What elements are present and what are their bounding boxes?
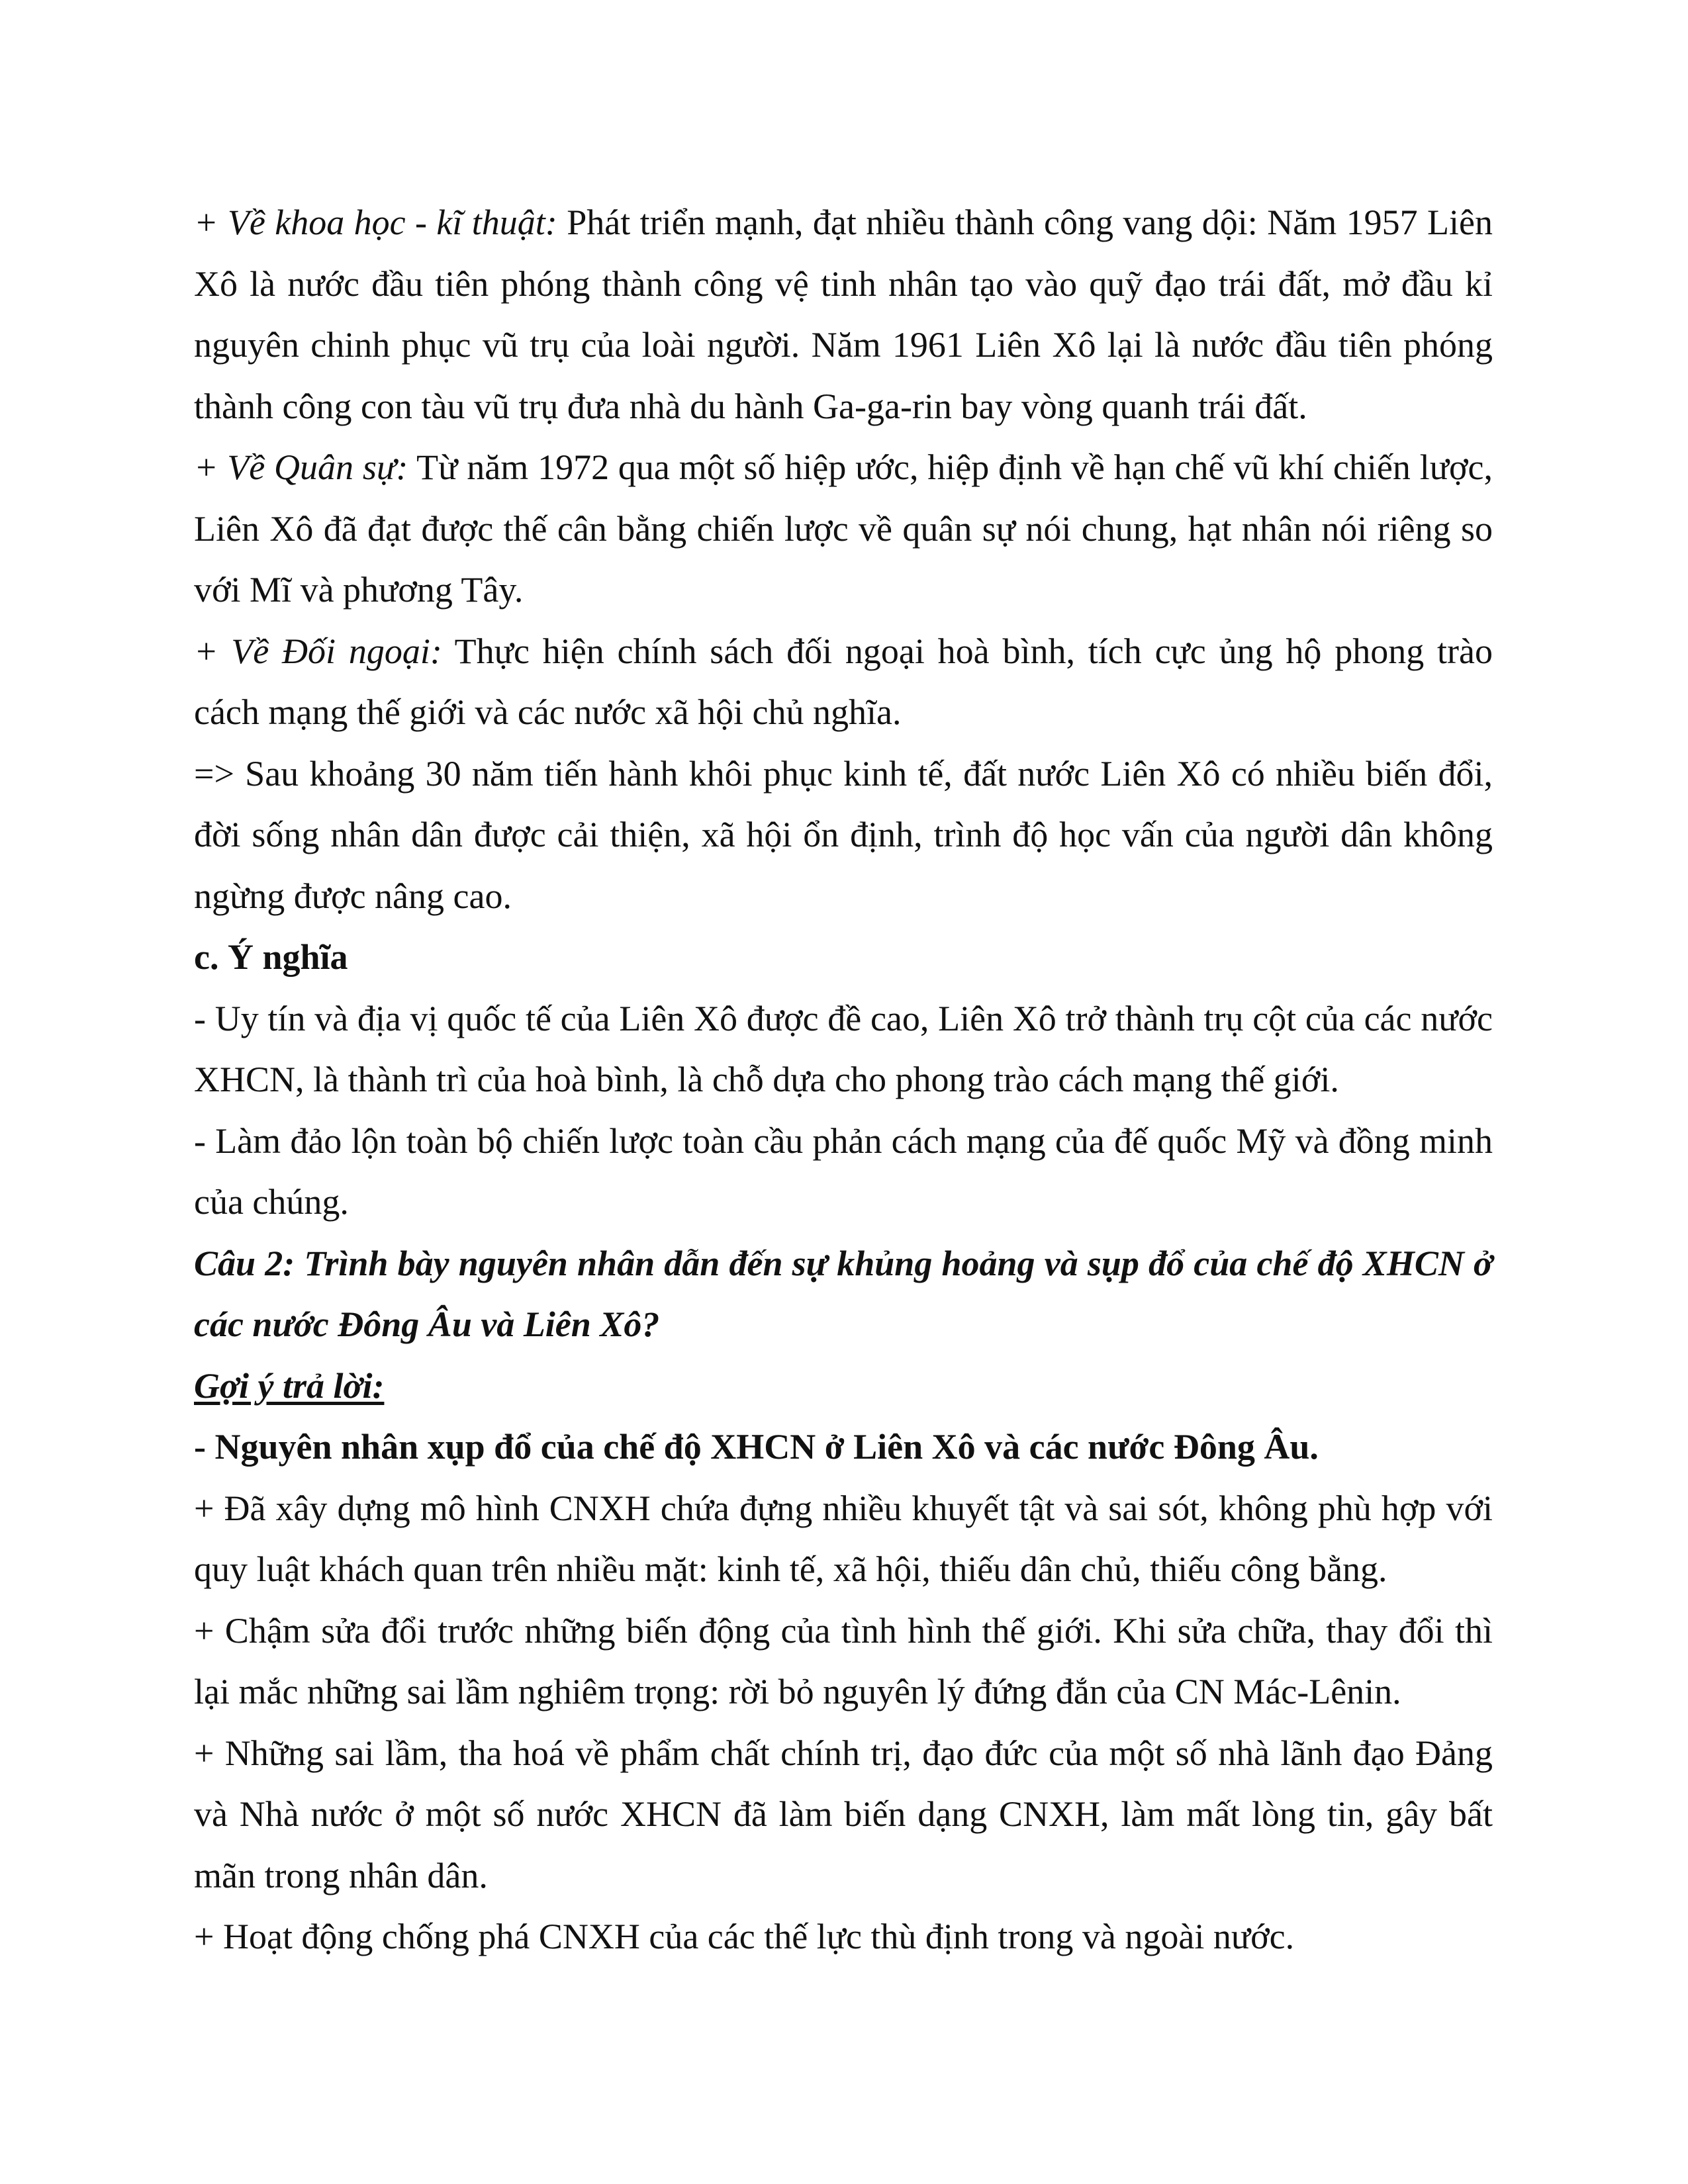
paragraph-military [194,437,1493,621]
section-c-heading: c. Ý nghĩa [194,937,348,977]
cause-item-2: + Chậm sửa đổi trước những biến động của tình hình thế giới. Khi sửa chữa, thay đổi thì lại mắc những sai lầm nghiêm trọng: rời bỏ nguyên lý đứng đắn của CN Mác-Lênin. [194,1610,1493,1711]
paragraph-foreign-policy [194,621,1493,743]
cause-item-3: + Những sai lầm, tha hoá về phẩm chất chính trị, đạo đức của một số nhà lãnh đạo Đảng và Nhà nước ở một số nước XHCN đã làm biến dạng CNXH, làm mất lòng tin, gây bất mãn trong nhân dân. [194,1733,1493,1895]
cause-item-1: + Đã xây dựng mô hình CNXH chứa đựng nhiều khuyết tật và sai sót, không phù hợp với quy luật khách quan trên nhiều mặt: kinh tế, xã hội, thiếu dân chủ, thiếu công bằng. [194,1488,1493,1589]
document-page [194,192,1493,1968]
foreign-policy-text: Thực hiện chính sách đối ngoại hoà bình, tích cực ủng hộ phong trào cách mạng thế giới và các nước xã hội chủ nghĩa. [194,631,1493,732]
answer-hint: Gợi ý trả lời: [194,1365,385,1406]
paragraph-conclusion: => Sau khoảng 30 năm tiến hành khôi phục kinh tế, đất nước Liên Xô có nhiều biến đổi, đời sống nhân dân được cải thiện, xã hội ổn định, trình độ học vấn của người dân không ngừng được nâng cao. [194,753,1493,916]
answer-hint-line [194,1355,1493,1417]
science-text: Phát triển mạnh, đạt nhiều thành công vang dội: Năm 1957 Liên Xô là nước đầu tiên phóng thành công vệ tinh nhân tạo vào quỹ đạo trái đất, mở đầu kỉ nguyên chinh phục vũ trụ của loài người. Năm 1961 Liên Xô lại là nước đầu tiên phóng thành công con tàu vũ trụ đưa nhà du hành Ga-ga-rin bay vòng quanh trái đất. [194,203,1493,426]
paragraph-science [194,192,1493,437]
question-2: Câu 2: Trình bày nguyên nhân dẫn đến sự khủng hoảng và sụp đổ của chế độ XHCN ở các nước Đông Âu và Liên Xô? [194,1243,1493,1344]
meaning-item-1: - Uy tín và địa vị quốc tế của Liên Xô được đề cao, Liên Xô trở thành trụ cột của các nước XHCN, là thành trì của hoà bình, là chỗ dựa cho phong trào cách mạng thế giới. [194,998,1493,1099]
foreign-policy-label: + Về Đối ngoại: [194,631,442,671]
military-label: + Về Quân sự: [194,447,408,487]
causes-heading: - Nguyên nhân xụp đổ của chế độ XHCN ở Liên Xô và các nước Đông Âu. [194,1427,1319,1467]
military-text: Từ năm 1972 qua một số hiệp ước, hiệp định về hạn chế vũ khí chiến lược, Liên Xô đã đạt được thế cân bằng chiến lược về quân sự nói chung, hạt nhân nói riêng so với Mĩ và phương Tây. [194,447,1493,610]
cause-item-4: + Hoạt động chống phá CNXH của các thế lực thù định trong và ngoài nước. [194,1917,1295,1956]
science-label: + Về khoa học - kĩ thuật: [194,203,557,242]
meaning-item-2: - Làm đảo lộn toàn bộ chiến lược toàn cầu phản cách mạng của đế quốc Mỹ và đồng minh của chúng. [194,1120,1493,1222]
